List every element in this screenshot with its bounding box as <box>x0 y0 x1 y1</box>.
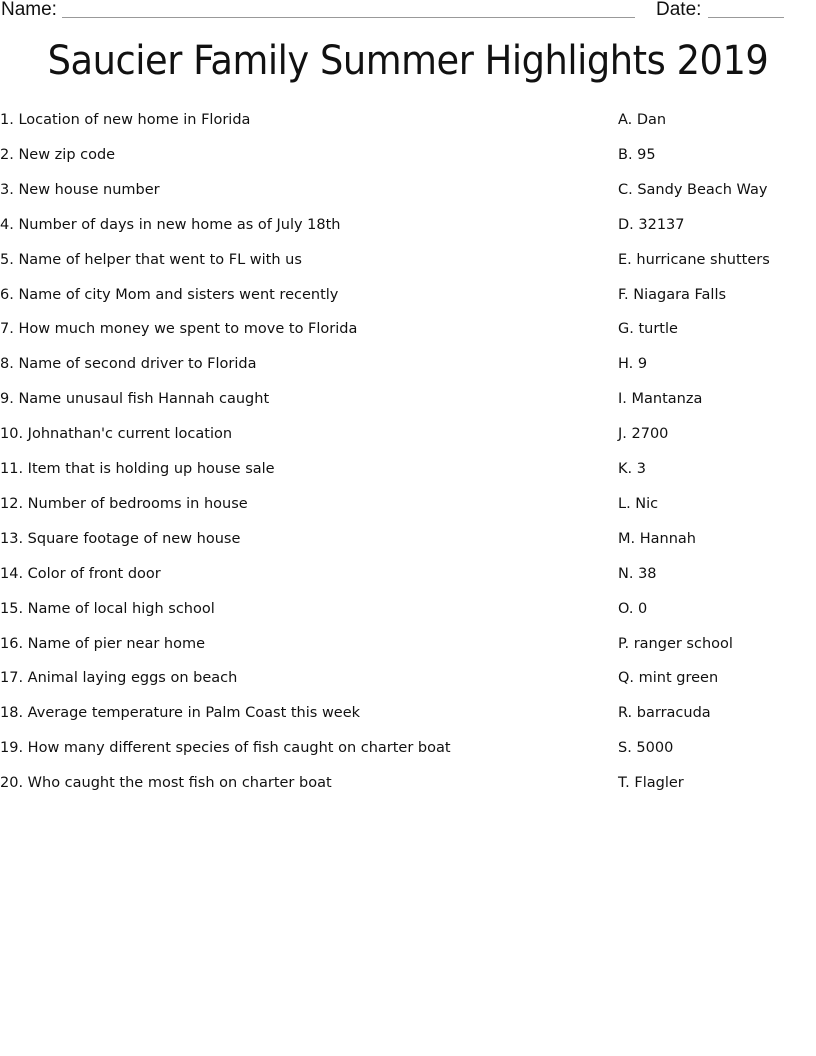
matching-row <box>0 531 816 551</box>
matching-row <box>0 566 816 586</box>
question-text: 11. Item that is holding up house sale <box>0 461 275 477</box>
question-text: 16. Name of pier near home <box>0 635 206 652</box>
date-label: Date: <box>656 0 702 20</box>
answer-option: K. 3 <box>618 461 646 477</box>
question-text: 12. Number of bedrooms in house <box>0 495 248 512</box>
matching-row <box>0 391 816 411</box>
worksheet-header <box>0 0 816 24</box>
answer-option: P. ranger school <box>618 635 733 652</box>
matching-row <box>0 496 816 516</box>
question-text: 13. Square footage of new house <box>0 530 241 547</box>
answer-option: F. Niagara Falls <box>618 286 727 303</box>
matching-row <box>0 740 816 760</box>
answer-option: E. hurricane shutters <box>618 251 770 268</box>
answer-option: D. 32137 <box>618 216 685 233</box>
matching-row <box>0 147 816 167</box>
answer-option: G. turtle <box>618 321 678 338</box>
question-text: 18. Average temperature in Palm Coast this week <box>0 705 361 722</box>
matching-row <box>0 356 816 376</box>
matching-row <box>0 287 816 307</box>
question-text: 8. Name of second driver to Florida <box>0 356 257 373</box>
question-text: 14. Color of front door <box>0 565 161 582</box>
name-label: Name: <box>1 0 57 20</box>
matching-row <box>0 670 816 690</box>
answer-option: A. Dan <box>618 112 667 128</box>
date-field-line[interactable] <box>708 17 784 18</box>
answer-option: B. 95 <box>618 146 656 163</box>
matching-row <box>0 461 816 481</box>
answer-option: M. Hannah <box>618 530 696 547</box>
matching-row <box>0 321 816 341</box>
matching-row <box>0 601 816 621</box>
question-text: 10. Johnathan'c current location <box>0 426 233 443</box>
answer-option: N. 38 <box>618 565 657 582</box>
question-text: 15. Name of local high school <box>0 600 215 617</box>
question-text: 7. How much money we spent to move to Florida <box>0 321 358 338</box>
name-field-line[interactable] <box>62 17 635 18</box>
answer-option: C. Sandy Beach Way <box>618 181 768 198</box>
question-text: 20. Who caught the most fish on charter boat <box>0 775 332 792</box>
question-text: 3. New house number <box>0 181 160 198</box>
question-text: 5. Name of helper that went to FL with us <box>0 251 302 268</box>
answer-option: L. Nic <box>618 495 659 512</box>
answer-option: O. 0 <box>618 600 648 617</box>
matching-row <box>0 775 816 795</box>
question-text: 4. Number of days in new home as of July 18th <box>0 216 341 233</box>
matching-row <box>0 217 816 237</box>
matching-row <box>0 426 816 446</box>
question-text: 2. New zip code <box>0 146 116 163</box>
matching-row <box>0 252 816 272</box>
page-title: Saucier Family Summer Highlights 2019 <box>47 38 769 84</box>
matching-row <box>0 636 816 656</box>
answer-option: J. 2700 <box>618 426 669 443</box>
question-text: 6. Name of city Mom and sisters went recently <box>0 286 339 303</box>
question-text: 9. Name unusaul fish Hannah caught <box>0 391 270 408</box>
question-text: 17. Animal laying eggs on beach <box>0 670 238 687</box>
answer-option: S. 5000 <box>618 740 674 757</box>
question-text: 1. Location of new home in Florida <box>0 112 251 128</box>
matching-row <box>0 705 816 725</box>
matching-row <box>0 182 816 202</box>
answer-option: Q. mint green <box>618 670 719 687</box>
answer-option: T. Flagler <box>618 775 684 792</box>
answer-option: I. Mantanza <box>618 391 703 408</box>
answer-option: R. barracuda <box>618 705 711 722</box>
answer-option: H. 9 <box>618 356 648 373</box>
question-text: 19. How many different species of fish caught on charter boat <box>0 740 451 757</box>
matching-row <box>0 112 816 132</box>
